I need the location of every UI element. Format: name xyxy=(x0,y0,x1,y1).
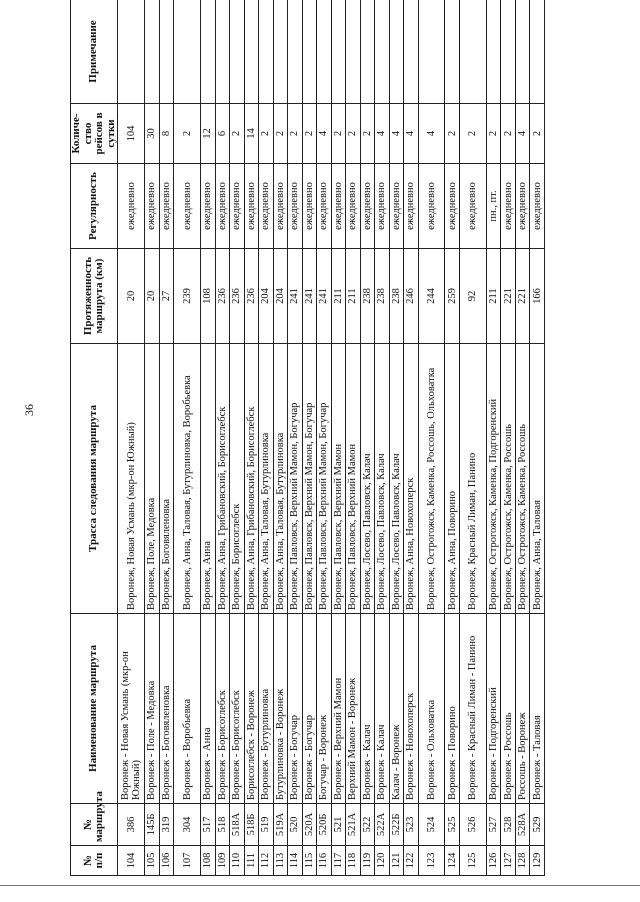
cell-note xyxy=(375,0,390,104)
table-row xyxy=(118,0,145,876)
cell-length: 246 xyxy=(404,249,419,344)
cell-route-no: 145Б xyxy=(145,804,160,846)
cell-trips: 2 xyxy=(273,104,288,164)
cell-num: 126 xyxy=(486,846,501,876)
cell-regularity: ежедневно xyxy=(445,164,460,249)
cell-route-no: 529 xyxy=(530,804,545,846)
cell-num: 116 xyxy=(317,846,332,876)
cell-length: 166 xyxy=(530,249,545,344)
cell-regularity: ежедневно xyxy=(230,164,245,249)
cell-length: 241 xyxy=(317,249,332,344)
cell-path: Воронеж, Острогожск, Каменка, Подгоренский xyxy=(486,344,501,614)
cell-num: 114 xyxy=(288,846,303,876)
cell-path: Воронеж, Лосево, Павловск, Калач xyxy=(375,344,390,614)
cell-note xyxy=(459,0,486,104)
cell-regularity: ежедневно xyxy=(346,164,361,249)
cell-trips: 4 xyxy=(389,104,404,164)
cell-num: 118 xyxy=(346,846,361,876)
cell-note xyxy=(346,0,361,104)
cell-name: Воронеж - Поле - Медовка xyxy=(145,614,160,804)
cell-route-no: 524 xyxy=(418,804,445,846)
cell-regularity: ежедневно xyxy=(515,164,530,249)
cell-name: Воронеж - Калач xyxy=(360,614,375,804)
cell-length: 259 xyxy=(445,249,460,344)
cell-regularity: ежедневно xyxy=(159,164,174,249)
cell-route-no: 518Б xyxy=(244,804,259,846)
cell-route-no: 526 xyxy=(459,804,486,846)
cell-trips: 14 xyxy=(244,104,259,164)
table-row xyxy=(360,0,375,876)
cell-num: 117 xyxy=(331,846,346,876)
cell-route-no: 319 xyxy=(159,804,174,846)
cell-note xyxy=(445,0,460,104)
cell-route-no: 528А xyxy=(515,804,530,846)
cell-route-no: 522А xyxy=(375,804,390,846)
cell-path: Воронеж, Павловск, Верхний Мамон, Богучар xyxy=(288,344,303,614)
cell-route-no: 521А xyxy=(346,804,361,846)
cell-route-no: 521 xyxy=(331,804,346,846)
cell-trips: 2 xyxy=(501,104,516,164)
table-body xyxy=(118,0,545,876)
cell-route-no: 519 xyxy=(259,804,274,846)
cell-note xyxy=(389,0,404,104)
cell-path: Воронеж, Павловск, Верхний Мамон xyxy=(346,344,361,614)
cell-note xyxy=(201,0,216,104)
cell-length: 238 xyxy=(375,249,390,344)
cell-name: Калач - Воронеж xyxy=(389,614,404,804)
cell-path: Воронеж, Лосево, Павловск, Калач xyxy=(389,344,404,614)
cell-num: 127 xyxy=(501,846,516,876)
cell-trips: 4 xyxy=(317,104,332,164)
cell-length: 221 xyxy=(515,249,530,344)
cell-num: 128 xyxy=(515,846,530,876)
table-row xyxy=(459,0,486,876)
cell-route-no: 519А xyxy=(273,804,288,846)
cell-length: 236 xyxy=(244,249,259,344)
table-row xyxy=(317,0,332,876)
cell-name: Воронеж - Новохоперск xyxy=(404,614,419,804)
cell-route-no: 520 xyxy=(288,804,303,846)
cell-trips: 6 xyxy=(215,104,230,164)
table-row xyxy=(259,0,274,876)
cell-route-no: 523 xyxy=(404,804,419,846)
cell-note xyxy=(244,0,259,104)
header-trips: Количе- ство рейсов в сутки xyxy=(71,104,118,164)
cell-name: Верхний Мамон - Воронеж xyxy=(346,614,361,804)
cell-path: Воронеж, Боговяленовка xyxy=(159,344,174,614)
cell-regularity: ежедневно xyxy=(118,164,145,249)
cell-note xyxy=(360,0,375,104)
cell-length: 238 xyxy=(389,249,404,344)
cell-trips: 104 xyxy=(118,104,145,164)
cell-path: Воронеж, Острогожск, Каменка, Россошь, Ольховатка xyxy=(418,344,445,614)
cell-name: Воронеж - Богучар xyxy=(288,614,303,804)
cell-path: Воронеж, Анна xyxy=(201,344,216,614)
cell-trips: 2 xyxy=(486,104,501,164)
cell-path: Воронеж, Красный Лиман, Панино xyxy=(459,344,486,614)
cell-trips: 2 xyxy=(445,104,460,164)
cell-num: 113 xyxy=(273,846,288,876)
cell-path: Воронеж, Острогожск, Каменка, Россошь xyxy=(501,344,516,614)
cell-trips: 2 xyxy=(174,104,201,164)
cell-regularity: ежедневно xyxy=(259,164,274,249)
cell-path: Воронеж, Анна, Таловая, Бутурлиновка xyxy=(273,344,288,614)
cell-num: 129 xyxy=(530,846,545,876)
table-row xyxy=(486,0,501,876)
cell-num: 105 xyxy=(145,846,160,876)
cell-regularity: ежедневно xyxy=(201,164,216,249)
cell-length: 211 xyxy=(486,249,501,344)
cell-trips: 2 xyxy=(360,104,375,164)
cell-regularity: ежедневно xyxy=(273,164,288,249)
cell-regularity: ежедневно xyxy=(404,164,419,249)
table-row xyxy=(346,0,361,876)
cell-route-no: 386 xyxy=(118,804,145,846)
cell-note xyxy=(259,0,274,104)
cell-regularity: ежедневно xyxy=(215,164,230,249)
header-note: Примечание xyxy=(71,0,118,104)
table-row xyxy=(145,0,160,876)
cell-name: Богучар - Воронеж xyxy=(317,614,332,804)
routes-table xyxy=(70,0,545,876)
cell-length: 27 xyxy=(159,249,174,344)
cell-name: Воронеж - Борисоглебск xyxy=(215,614,230,804)
cell-trips: 4 xyxy=(515,104,530,164)
header-num: № п/п xyxy=(71,846,118,876)
cell-length: 241 xyxy=(288,249,303,344)
cell-path: Воронеж, Анна, Таловая, Бутурлиновка xyxy=(259,344,274,614)
cell-note xyxy=(317,0,332,104)
cell-trips: 2 xyxy=(288,104,303,164)
cell-length: 211 xyxy=(346,249,361,344)
cell-path: Воронеж, Павловск, Верхний Мамон, Богучар xyxy=(302,344,317,614)
cell-trips: 8 xyxy=(159,104,174,164)
cell-num: 106 xyxy=(159,846,174,876)
cell-name: Россошь - Воронеж xyxy=(515,614,530,804)
cell-note xyxy=(288,0,303,104)
cell-note xyxy=(230,0,245,104)
cell-regularity: ежедневно xyxy=(530,164,545,249)
cell-path: Воронеж, Поле, Медовка xyxy=(145,344,160,614)
page-number: 36 xyxy=(22,404,36,416)
cell-num: 122 xyxy=(404,846,419,876)
cell-length: 236 xyxy=(215,249,230,344)
cell-length: 241 xyxy=(302,249,317,344)
table-row xyxy=(418,0,445,876)
cell-regularity: ежедневно xyxy=(317,164,332,249)
cell-num: 109 xyxy=(215,846,230,876)
table-row xyxy=(201,0,216,876)
cell-name: Воронеж - Верхний Мамон xyxy=(331,614,346,804)
cell-note xyxy=(515,0,530,104)
table-row xyxy=(159,0,174,876)
cell-trips: 2 xyxy=(331,104,346,164)
table-row xyxy=(288,0,303,876)
cell-length: 236 xyxy=(230,249,245,344)
cell-name: Воронеж - Богучар xyxy=(302,614,317,804)
cell-trips: 2 xyxy=(346,104,361,164)
cell-route-no: 525 xyxy=(445,804,460,846)
routes-table-container xyxy=(70,0,545,876)
cell-name: Воронеж - Бутурлиновка xyxy=(259,614,274,804)
cell-name: Воронеж - Воробьевка xyxy=(174,614,201,804)
table-row xyxy=(375,0,390,876)
cell-route-no: 520Б xyxy=(317,804,332,846)
cell-name: Воронеж - Борисоглебск xyxy=(230,614,245,804)
cell-name: Воронеж - Поворино xyxy=(445,614,460,804)
cell-name: Воронеж - Россошь xyxy=(501,614,516,804)
table-row xyxy=(331,0,346,876)
cell-trips: 2 xyxy=(302,104,317,164)
cell-route-no: 527 xyxy=(486,804,501,846)
cell-route-no: 517 xyxy=(201,804,216,846)
cell-name: Воронеж - Ольховатка xyxy=(418,614,445,804)
cell-path: Воронеж, Павловск, Верхний Мамон, Богучар xyxy=(317,344,332,614)
cell-trips: 12 xyxy=(201,104,216,164)
cell-note xyxy=(530,0,545,104)
cell-length: 92 xyxy=(459,249,486,344)
cell-num: 115 xyxy=(302,846,317,876)
cell-trips: 2 xyxy=(230,104,245,164)
cell-num: 108 xyxy=(201,846,216,876)
cell-route-no: 518А xyxy=(230,804,245,846)
cell-length: 244 xyxy=(418,249,445,344)
cell-regularity: ежедневно xyxy=(501,164,516,249)
cell-num: 104 xyxy=(118,846,145,876)
cell-regularity: ежедневно xyxy=(244,164,259,249)
bottom-divider xyxy=(0,885,640,886)
cell-path: Воронеж, Анна, Новохоперск xyxy=(404,344,419,614)
table-row xyxy=(515,0,530,876)
cell-route-no: 304 xyxy=(174,804,201,846)
cell-path: Воронеж, Борисоглебск xyxy=(230,344,245,614)
table-row xyxy=(530,0,545,876)
cell-length: 204 xyxy=(273,249,288,344)
cell-length: 20 xyxy=(145,249,160,344)
cell-route-no: 528 xyxy=(501,804,516,846)
cell-note xyxy=(331,0,346,104)
cell-length: 238 xyxy=(360,249,375,344)
cell-num: 124 xyxy=(445,846,460,876)
table-row xyxy=(273,0,288,876)
table-row xyxy=(215,0,230,876)
cell-name: Воронеж - Подгоренский xyxy=(486,614,501,804)
cell-regularity: пн., пт. xyxy=(486,164,501,249)
cell-num: 112 xyxy=(259,846,274,876)
table-header-row xyxy=(71,0,118,876)
cell-name: Воронеж - Таловая xyxy=(530,614,545,804)
table-row xyxy=(244,0,259,876)
cell-note xyxy=(118,0,145,104)
header-name: Наименование маршрута xyxy=(71,614,118,804)
cell-path: Воронеж, Анна, Поворино xyxy=(445,344,460,614)
cell-length: 20 xyxy=(118,249,145,344)
cell-note xyxy=(273,0,288,104)
table-row xyxy=(174,0,201,876)
cell-path: Воронеж, Анна, Грибановский, Борисоглебск xyxy=(215,344,230,614)
cell-regularity: ежедневно xyxy=(389,164,404,249)
cell-num: 111 xyxy=(244,846,259,876)
cell-length: 211 xyxy=(331,249,346,344)
header-path: Трасса следования маршрута xyxy=(71,344,118,614)
cell-name: Воронеж - Новая Усмань (мкр-он Южный) xyxy=(118,614,145,804)
cell-length: 204 xyxy=(259,249,274,344)
cell-regularity: ежедневно xyxy=(331,164,346,249)
cell-trips: 4 xyxy=(404,104,419,164)
cell-name: Воронеж - Боговяленовка xyxy=(159,614,174,804)
cell-name: Воронеж - Калач xyxy=(375,614,390,804)
cell-route-no: 520А xyxy=(302,804,317,846)
cell-trips: 2 xyxy=(459,104,486,164)
table-row xyxy=(445,0,460,876)
cell-path: Воронеж, Анна, Грибановский, Борисоглебск xyxy=(244,344,259,614)
cell-note xyxy=(501,0,516,104)
cell-name: Бутурлиновка - Воронеж xyxy=(273,614,288,804)
cell-regularity: ежедневно xyxy=(375,164,390,249)
cell-path: Воронеж, Острогожск, Каменка, Россошь xyxy=(515,344,530,614)
cell-regularity: ежедневно xyxy=(145,164,160,249)
cell-trips: 4 xyxy=(375,104,390,164)
cell-path: Воронеж, Новая Усмань (мкр-он Южный) xyxy=(118,344,145,614)
cell-note xyxy=(174,0,201,104)
cell-note xyxy=(145,0,160,104)
table-row xyxy=(230,0,245,876)
header-length: Протяженность маршрута (км) xyxy=(71,249,118,344)
cell-path: Воронеж, Анна, Таловая xyxy=(530,344,545,614)
cell-note xyxy=(486,0,501,104)
cell-route-no: 518 xyxy=(215,804,230,846)
cell-name: Борисоглебск - Воронеж xyxy=(244,614,259,804)
header-route-no: № маршрута xyxy=(71,804,118,846)
cell-note xyxy=(159,0,174,104)
cell-regularity: ежедневно xyxy=(459,164,486,249)
cell-regularity: ежедневно xyxy=(360,164,375,249)
cell-trips: 4 xyxy=(418,104,445,164)
cell-regularity: ежедневно xyxy=(288,164,303,249)
cell-path: Воронеж, Павловск, Верхний Мамон xyxy=(331,344,346,614)
cell-name: Воронеж - Анна xyxy=(201,614,216,804)
cell-note xyxy=(215,0,230,104)
cell-num: 119 xyxy=(360,846,375,876)
table-row xyxy=(501,0,516,876)
cell-note xyxy=(418,0,445,104)
header-regularity: Регулярность xyxy=(71,164,118,249)
table-row xyxy=(302,0,317,876)
table-row xyxy=(404,0,419,876)
cell-length: 221 xyxy=(501,249,516,344)
cell-path: Воронеж, Анна, Таловая, Бутурлиновка, Воробьевка xyxy=(174,344,201,614)
cell-trips: 2 xyxy=(530,104,545,164)
cell-num: 120 xyxy=(375,846,390,876)
cell-note xyxy=(404,0,419,104)
cell-regularity: ежедневно xyxy=(302,164,317,249)
cell-length: 108 xyxy=(201,249,216,344)
cell-note xyxy=(302,0,317,104)
cell-num: 110 xyxy=(230,846,245,876)
cell-length: 239 xyxy=(174,249,201,344)
cell-num: 125 xyxy=(459,846,486,876)
cell-route-no: 522 xyxy=(360,804,375,846)
cell-trips: 30 xyxy=(145,104,160,164)
cell-num: 107 xyxy=(174,846,201,876)
cell-path: Воронеж, Лосево, Павловск, Калач xyxy=(360,344,375,614)
cell-trips: 2 xyxy=(259,104,274,164)
cell-route-no: 522Б xyxy=(389,804,404,846)
cell-num: 123 xyxy=(418,846,445,876)
cell-regularity: ежедневно xyxy=(174,164,201,249)
table-row xyxy=(389,0,404,876)
cell-name: Воронеж - Красный Лиман - Панино xyxy=(459,614,486,804)
cell-num: 121 xyxy=(389,846,404,876)
cell-regularity: ежедневно xyxy=(418,164,445,249)
